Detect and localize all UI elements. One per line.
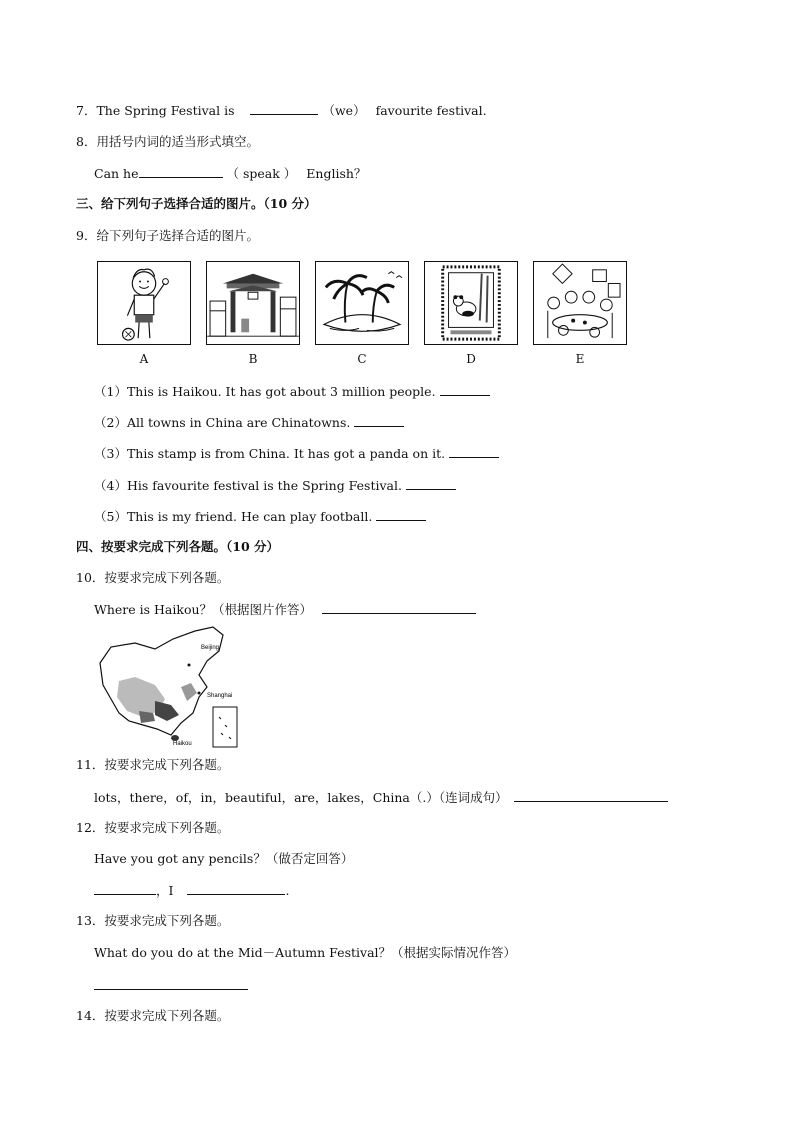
q9-item-2-blank[interactable] (354, 413, 404, 427)
q13-answer-blank[interactable] (94, 976, 248, 990)
picture-d-panda-stamp (424, 261, 518, 345)
q9-item-4-blank[interactable] (406, 476, 456, 490)
q7-text-b: favourite festival. (375, 103, 487, 118)
boy-football-illustration (98, 262, 190, 344)
q9-item-3-text: （3）This stamp is from China. It has got a panda on it. (94, 446, 446, 461)
q11-line (94, 788, 668, 807)
q7-answer-blank[interactable] (250, 101, 318, 115)
q8-hint: （ speak ） (226, 166, 297, 181)
q11-answer-blank[interactable] (514, 788, 668, 802)
q11-prompt: lots，there，of，in，beautiful，are，lakes，China（.）（连词成句） (94, 790, 508, 805)
q12-prompt: Have you got any pencils？（做否定回答） (94, 851, 354, 866)
section4-title: 四、按要求完成下列各题。（10 分） (76, 539, 279, 554)
q14-title: 14．按要求完成下列各题。 (76, 1008, 230, 1023)
q9-item-4-text: （4）His favourite festival is the Spring Festival. (94, 478, 402, 493)
q7-number: 7． (76, 103, 97, 118)
q8-title: 8．用括号内词的适当形式填空。 (76, 134, 259, 149)
q10-title: 10．按要求完成下列各题。 (76, 570, 230, 585)
q8-line (94, 164, 366, 183)
picture-label-e: E (575, 352, 585, 366)
q9-title: 9．给下列句子选择合适的图片。 (76, 228, 259, 243)
map-label-north: Beijing (201, 645, 220, 651)
q7-text-a: The Spring Festival is (96, 103, 235, 118)
q9-item-5-text: （5）This is my friend. He can play football. (94, 509, 373, 524)
q12-answer-blank-1[interactable] (94, 881, 156, 895)
q13-answer-line (94, 976, 248, 995)
q9-item-1 (94, 382, 490, 401)
picture-e-family-festival (533, 261, 627, 345)
q12-mid-text: ，I (156, 883, 174, 898)
q12-period: . (285, 883, 290, 898)
q7-hint: （we） (322, 103, 366, 118)
map-label-east: Shanghai (207, 693, 233, 699)
q9-item-3-blank[interactable] (449, 444, 499, 458)
island-palms-illustration (316, 262, 408, 344)
q9-item-2 (94, 413, 404, 432)
q8-text-b: English？ (306, 166, 367, 181)
q13-title: 13．按要求完成下列各题。 (76, 913, 230, 928)
q12-title: 12．按要求完成下列各题。 (76, 820, 230, 835)
china-map-illustration (95, 625, 255, 750)
q9-item-5-blank[interactable] (376, 507, 426, 521)
picture-b-chinatown-gate (206, 261, 300, 345)
q9-item-1-blank[interactable] (440, 382, 490, 396)
q9-item-2-text: （2）All towns in China are Chinatowns. (94, 415, 351, 430)
q9-item-3 (94, 444, 499, 463)
picture-label-c: C (357, 352, 367, 366)
q9-item-4 (94, 476, 456, 495)
picture-c-island-palms (315, 261, 409, 345)
q13-prompt: What do you do at the Mid－Autumn Festival？（根据实际情况作答） (94, 945, 517, 960)
family-festival-illustration (534, 262, 626, 344)
chinatown-gate-illustration (207, 262, 299, 344)
section3-title: 三、给下列句子选择合适的图片。（10 分） (76, 196, 317, 211)
q9-item-5 (94, 507, 426, 526)
q8-answer-blank[interactable] (139, 164, 223, 178)
q7-line (76, 101, 487, 120)
q11-title: 11．按要求完成下列各题。 (76, 757, 230, 772)
q12-answer-blank-2[interactable] (187, 881, 285, 895)
map-label-south: Haikou (173, 741, 192, 747)
picture-label-a: A (139, 352, 149, 366)
q12-answer-line (94, 881, 289, 900)
picture-a-boy-football (97, 261, 191, 345)
q9-item-1-text: （1）This is Haikou. It has got about 3 million people. (94, 384, 436, 399)
panda-stamp-illustration (425, 262, 517, 344)
q10-answer-blank[interactable] (322, 600, 476, 614)
q10-line (94, 600, 476, 619)
q8-text-a: Can he (94, 166, 139, 181)
picture-label-d: D (466, 352, 476, 366)
q10-prompt: Where is Haikou？（根据图片作答） (94, 602, 313, 617)
china-map (95, 625, 255, 750)
picture-label-b: B (248, 352, 258, 366)
